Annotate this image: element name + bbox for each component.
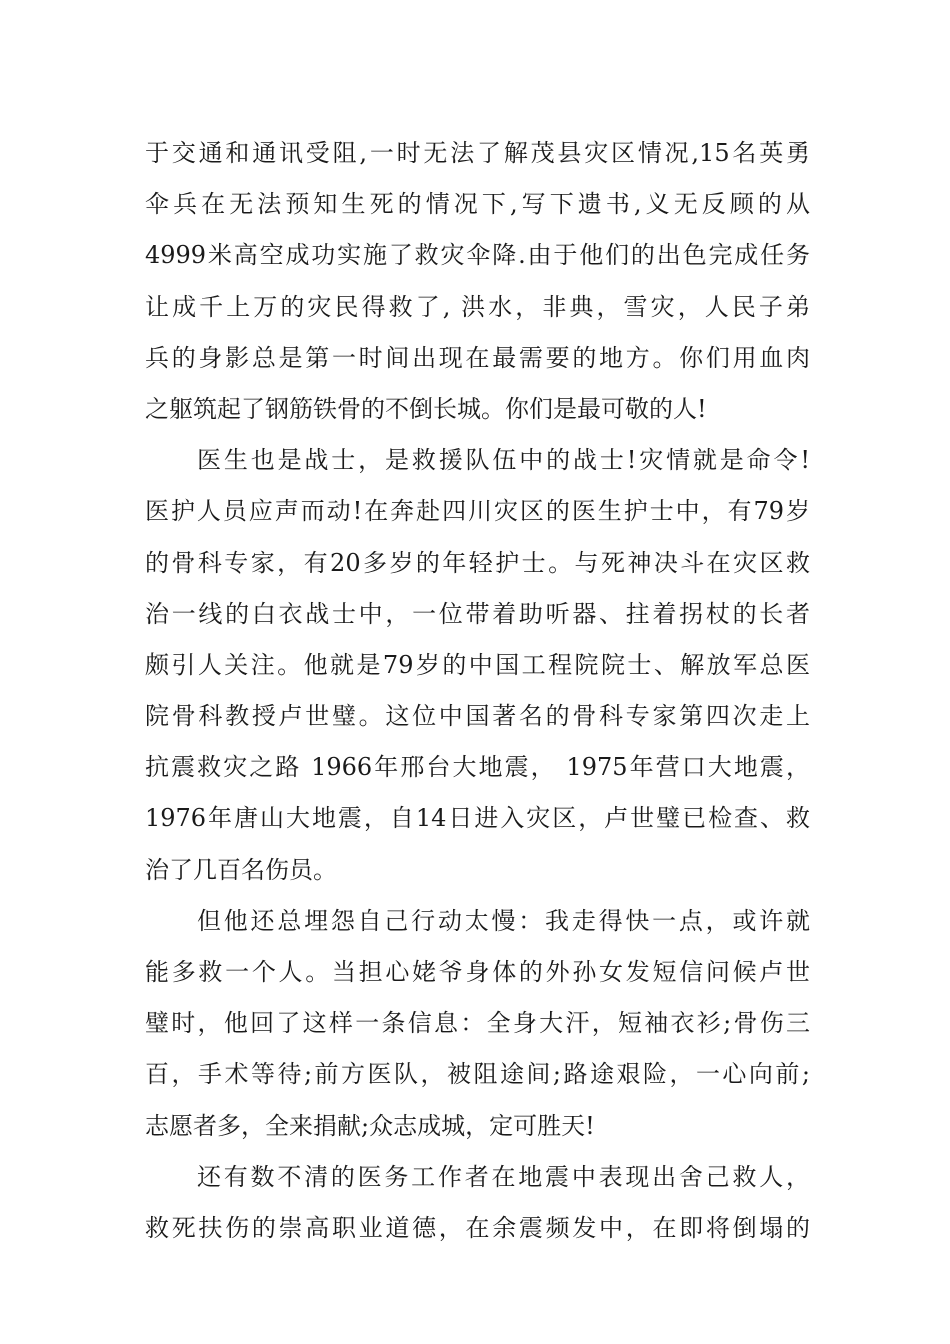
text-line: 治一线的白衣战士中，一位带着助听器、拄着拐杖的长者 — [145, 599, 810, 628]
text-line: 但他还总埋怨自己行动太慢：我走得快一点，或许就 — [197, 906, 810, 935]
text-line: 志愿者多，全来捐献;众志成城，定可胜天! — [145, 1111, 595, 1140]
text-line: 抗震救灾之路 1966年邢台大地震， 1975年营口大地震， — [145, 753, 810, 782]
text-line: 之躯筑起了钢筋铁骨的不倒长城。你们是最可敬的人! — [145, 394, 707, 423]
text-line: 治了几百名伤员。 — [145, 855, 337, 884]
text-line: 医护人员应声而动!在奔赴四川灾区的医生护士中，有79岁 — [145, 497, 810, 526]
text-line: 能多救一个人。当担心姥爷身体的外孙女发短信问候卢世 — [145, 958, 810, 986]
text-line: 于交通和通讯受阻,一时无法了解茂县灾区情况,15名英勇 — [145, 139, 810, 167]
text-line: 还有数不清的医务工作者在地震中表现出舍己救人， — [197, 1162, 810, 1191]
text-line: 1976年唐山大地震，自14日进入灾区，卢世璧已检查、救 — [145, 804, 810, 833]
text-line: 让成千上万的灾民得救了, 洪水，非典，雪灾，人民子弟 — [145, 292, 810, 321]
text-line: 百，手术等待;前方医队，被阻途间;路途艰险，一心向前; — [145, 1060, 810, 1089]
text-line: 璧时，他回了这样一条信息：全身大汗，短袖衣衫;骨伤三 — [145, 1009, 810, 1038]
text-line: 医生也是战士，是救援队伍中的战士!灾情就是命令! — [197, 446, 810, 475]
text-line: 伞兵在无法预知生死的情况下,写下遗书,义无反顾的从 — [145, 190, 810, 219]
text-line: 兵的身影总是第一时间出现在最需要的地方。你们用血肉 — [145, 343, 810, 372]
text-line: 4999米高空成功实施了救灾伞降.由于他们的出色完成任务 — [145, 241, 810, 270]
text-line: 颇引人关注。他就是79岁的中国工程院院士、解放军总医 — [145, 650, 810, 679]
text-line: 救死扶伤的崇高职业道德，在余震频发中，在即将倒塌的 — [145, 1213, 810, 1242]
text-line: 的骨科专家，有20多岁的年轻护士。与死神决斗在灾区救 — [145, 548, 810, 577]
body-text — [145, 128, 810, 1254]
text-line: 院骨科教授卢世璧。这位中国著名的骨科专家第四次走上 — [145, 702, 810, 731]
